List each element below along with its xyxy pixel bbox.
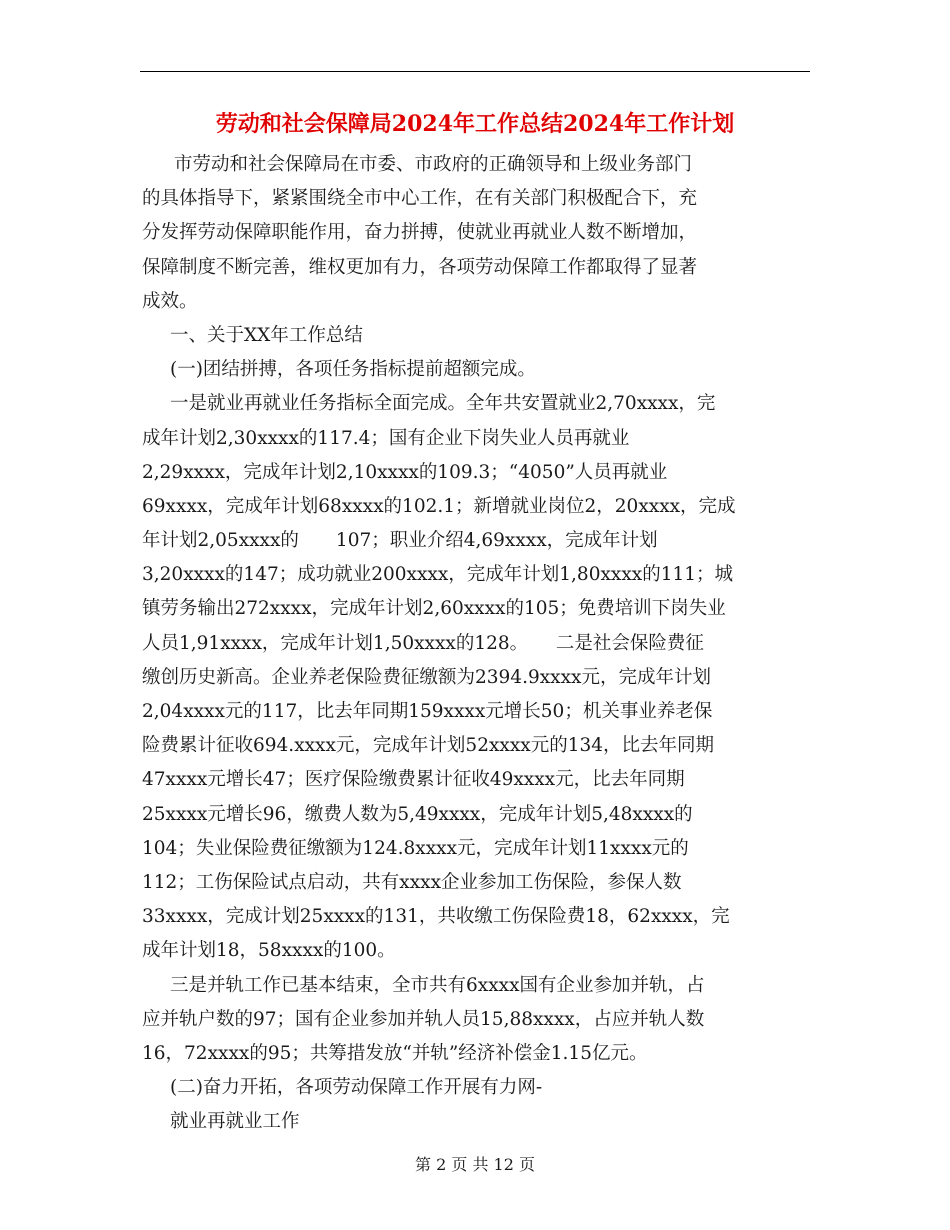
paragraph-line: 33xxxx，完成计划25xxxx的131，共收缴工伤保险费18，62xxxx，完 [142,906,730,928]
paragraph-line: 104；失业保险费征缴额为124.8xxxx元，完成年计划11xxxx元的 [142,837,689,859]
paragraph-line: 镇劳务输出272xxxx，完成年计划2,60xxxx的105；免费培训下岗失业 [142,598,726,620]
paragraph-line: 25xxxx元增长96，缴费人数为5,49xxxx，完成年计划5,48xxxx的 [142,803,693,825]
paragraph-line: 人员1,91xxxx，完成年计划1,50xxxx的128。 二是社会保险费征 [142,632,704,654]
document-body [142,148,810,1139]
page-footer: 第 2 页 共 12 页 [415,1155,535,1174]
paragraph-line: 分发挥劳动保障职能作用，奋力拼搏，使就业再就业人数不断增加， [142,222,698,244]
paragraph-line: 16，72xxxx的95；共筹措发放“并轨”经济补偿金1.15亿元。 [142,1042,648,1064]
document-title: 劳动和社会保障局2024年工作总结2024年工作计划 [215,111,735,137]
paragraph-line: 缴创历史新高。企业养老保险费征缴额为2394.9xxxx元，完成年计划 [142,666,711,688]
paragraph-line: 年计划2,05xxxx的 107；职业介绍4,69xxxx，完成年计划 [142,530,658,552]
paragraph-line: 3,20xxxx的147；成功就业200xxxx，完成年计划1,80xxxx的111；城 [142,564,734,586]
paragraph-line: 成年计划18，58xxxx的100。 [142,940,396,962]
paragraph-line: 保障制度不断完善，维权更加有力，各项劳动保障工作都取得了显著 [142,256,698,278]
section-heading: 一、关于XX年工作总结 [170,324,363,346]
paragraph-line: 的具体指导下，紧紧围绕全市中心工作，在有关部门积极配合下，充 [142,188,698,210]
paragraph-line: 2,29xxxx，完成年计划2,10xxxx的109.3；“4050”人员再就业 [142,461,668,483]
paragraph-line: 一是就业再就业任务指标全面完成。全年共安置就业2,70xxxx，完 [170,393,716,415]
paragraph-line: 险费累计征收694.xxxx元，完成年计划52xxxx元的134，比去年同期 [142,735,715,757]
paragraph-line: 三是并轨工作已基本结束，全市共有6xxxx国有企业参加并轨，占 [170,974,705,996]
paragraph-line: 2,04xxxx元的117，比去年同期159xxxx元增长50；机关事业养老保 [142,701,713,722]
paragraph-line: 112；工伤保险试点启动，共有xxxx企业参加工伤保险，参保人数 [142,871,682,893]
header-rule [140,71,810,72]
subsection-heading: (一)团结拼搏，各项任务指标提前超额完成。 [170,359,536,381]
paragraph-line: 成年计划2,30xxxx的117.4；国有企业下岗失业人员再就业 [142,427,630,449]
paragraph-line: 就业再就业工作 [170,1111,300,1133]
subsection-heading: (二)奋力开拓，各项劳动保障工作开展有力网- [170,1077,543,1099]
paragraph-line: 47xxxx元增长47；医疗保险缴费累计征收49xxxx元，比去年同期 [142,769,685,791]
paragraph-line: 市劳动和社会保障局在市委、市政府的正确领导和上级业务部门 [174,154,693,175]
paragraph-line: 成效。 [142,290,198,312]
paragraph-line: 应并轨户数的97；国有企业参加并轨人员15,88xxxx，占应并轨人数 [142,1008,705,1030]
paragraph-line: 69xxxx，完成年计划68xxxx的102.1；新增就业岗位2，20xxxx，完成 [142,495,736,517]
